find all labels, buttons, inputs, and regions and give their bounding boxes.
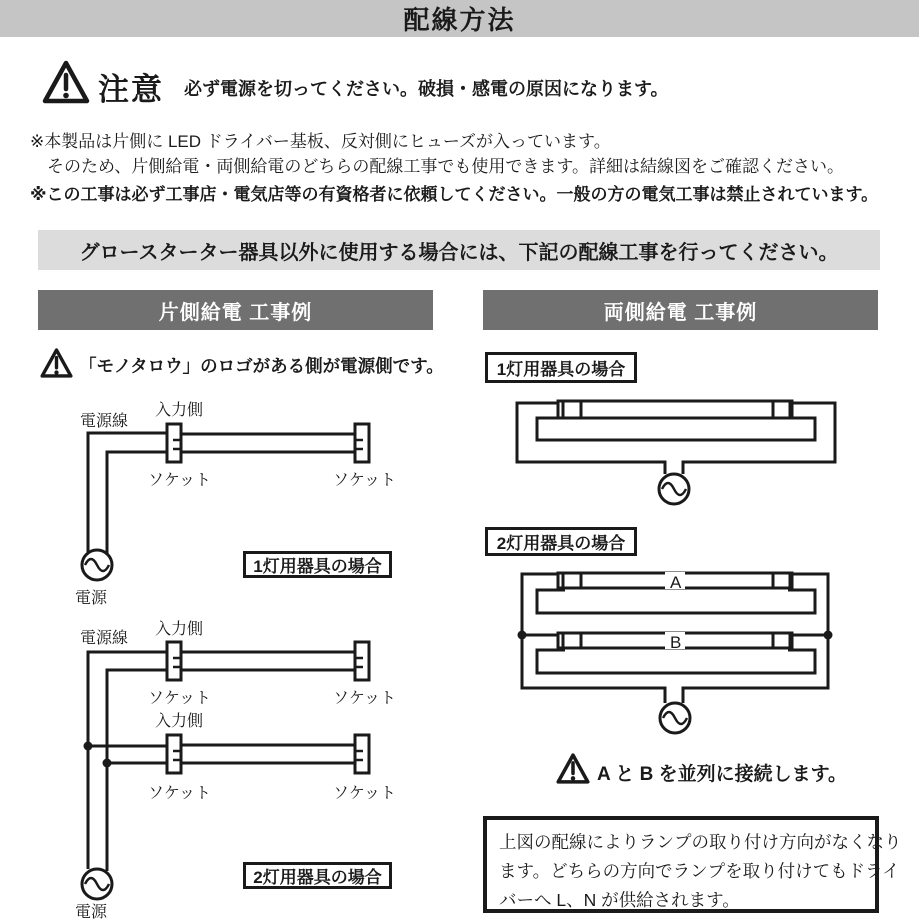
socket-label: ソケット xyxy=(333,785,397,802)
two-lamp-case-box xyxy=(485,527,637,556)
one-lamp-case-label: 1灯用器具の場合 xyxy=(496,360,626,379)
left-end-cap xyxy=(563,401,581,418)
caution-text: 必ず電源を切ってください。破損・感電の原因になります。 xyxy=(184,79,669,99)
socket-label: ソケット xyxy=(148,785,212,802)
note-product-line1: ※本製品は片側に LED ドライバー基板、反対側にヒューズが入っています。 xyxy=(30,132,611,151)
tube-body xyxy=(181,652,355,670)
power-source-label: 電源 xyxy=(75,904,108,919)
junction-dot xyxy=(518,631,527,640)
parallel-connection-note: A と B を並列に接続します。 xyxy=(597,764,848,785)
right-end-cap xyxy=(773,633,790,648)
two-lamp-case-label: 2灯用器具の場合 xyxy=(496,534,626,553)
both-side-feed-header-text: 両側給電 工事例 xyxy=(603,301,758,324)
two-lamp-case-box xyxy=(243,862,392,889)
input-side-label: 入力側 xyxy=(155,402,204,419)
junction-dot xyxy=(84,742,93,751)
lamp-tube xyxy=(558,401,792,418)
right-end-cap xyxy=(773,573,790,588)
caution-heading: 注意 xyxy=(98,72,164,107)
ac-power-source-icon xyxy=(659,474,689,504)
lamp-orientation-note-box xyxy=(483,816,902,913)
lamp-tube xyxy=(167,424,369,462)
junction-dot xyxy=(824,631,833,640)
power-source-label: 電源 xyxy=(75,590,108,607)
warning-triangle-icon xyxy=(40,348,73,378)
single-side-feed-one-lamp-diagram xyxy=(38,398,438,614)
inner-wire-a xyxy=(537,590,815,613)
ac-power-source-icon xyxy=(660,703,690,733)
left-socket xyxy=(167,642,181,680)
tube-body xyxy=(181,745,355,763)
lamp-tube-1 xyxy=(167,642,369,680)
ac-power-source-icon xyxy=(82,869,112,899)
logo-side-note: 「モノタロウ」のロゴがある側が電源側です。 xyxy=(79,356,444,376)
power-line-label: 電源線 xyxy=(80,630,129,647)
left-end-cap xyxy=(563,573,581,588)
single-side-feed-header xyxy=(38,290,433,330)
warning-triangle-icon xyxy=(556,753,590,784)
note-line: 上図の配線によりランプの取り付け方向がなくなり xyxy=(499,832,902,852)
socket-label: ソケット xyxy=(333,690,397,707)
tube-body xyxy=(558,401,792,418)
junction-dot xyxy=(103,759,112,768)
lamp-a-label: A xyxy=(670,573,682,592)
ac-power-source-icon xyxy=(82,550,112,580)
single-side-feed-header-text: 片側給電 工事例 xyxy=(158,301,313,324)
both-side-feed-header xyxy=(483,290,878,330)
warning-triangle-icon xyxy=(42,60,90,104)
glow-starter-banner xyxy=(38,230,880,270)
one-lamp-case-label: 1灯用器具の場合 xyxy=(253,557,382,576)
wire xyxy=(107,452,167,554)
two-lamp-case-label: 2灯用器具の場合 xyxy=(253,868,382,887)
left-socket xyxy=(167,735,181,773)
input-side-label: 入力側 xyxy=(155,713,204,730)
page-title: 配線方法 xyxy=(403,5,516,35)
input-side-label: 入力側 xyxy=(155,621,204,638)
inner-wire-b xyxy=(537,650,815,673)
socket-label: ソケット xyxy=(148,690,212,707)
right-socket xyxy=(355,735,369,773)
right-end-cap xyxy=(773,401,790,418)
note-line: バーへ L、N が供給されます。 xyxy=(499,890,740,910)
power-line-label: 電源線 xyxy=(80,413,129,430)
socket-label: ソケット xyxy=(333,472,397,489)
right-socket xyxy=(355,642,369,680)
left-socket xyxy=(167,424,181,462)
note-qualified-electrician: ※この工事は必ず工事店・電気店等の有資格者に依頼してください。一般の方の電気工事は禁止されています。 xyxy=(30,185,879,204)
right-socket xyxy=(355,424,369,462)
glow-starter-banner-text: グロースターター器具以外に使用する場合には、下記の配線工事を行ってください。 xyxy=(79,241,839,264)
wire xyxy=(88,652,167,869)
page-title-banner xyxy=(0,0,919,37)
both-side-feed-two-lamp-diagram xyxy=(483,560,879,740)
lamp-b-label: B xyxy=(670,633,682,652)
one-lamp-case-box xyxy=(243,551,392,578)
wiring xyxy=(88,652,167,871)
socket-label: ソケット xyxy=(148,472,212,489)
inner-wire xyxy=(537,418,815,440)
wiring xyxy=(88,433,167,554)
tube-body xyxy=(181,434,355,452)
left-end-cap xyxy=(563,633,581,648)
note-line: ます。どちらの方向でランプを取り付けてもドライ xyxy=(499,861,900,881)
lamp-tube-2 xyxy=(167,735,369,773)
one-lamp-case-box xyxy=(485,352,637,383)
both-side-feed-one-lamp-diagram xyxy=(483,390,879,515)
note-product-line2: そのため、片側給電・両側給電のどちらの配線工事でも使用できます。詳細は結線図をご確認ください。 xyxy=(47,157,844,176)
